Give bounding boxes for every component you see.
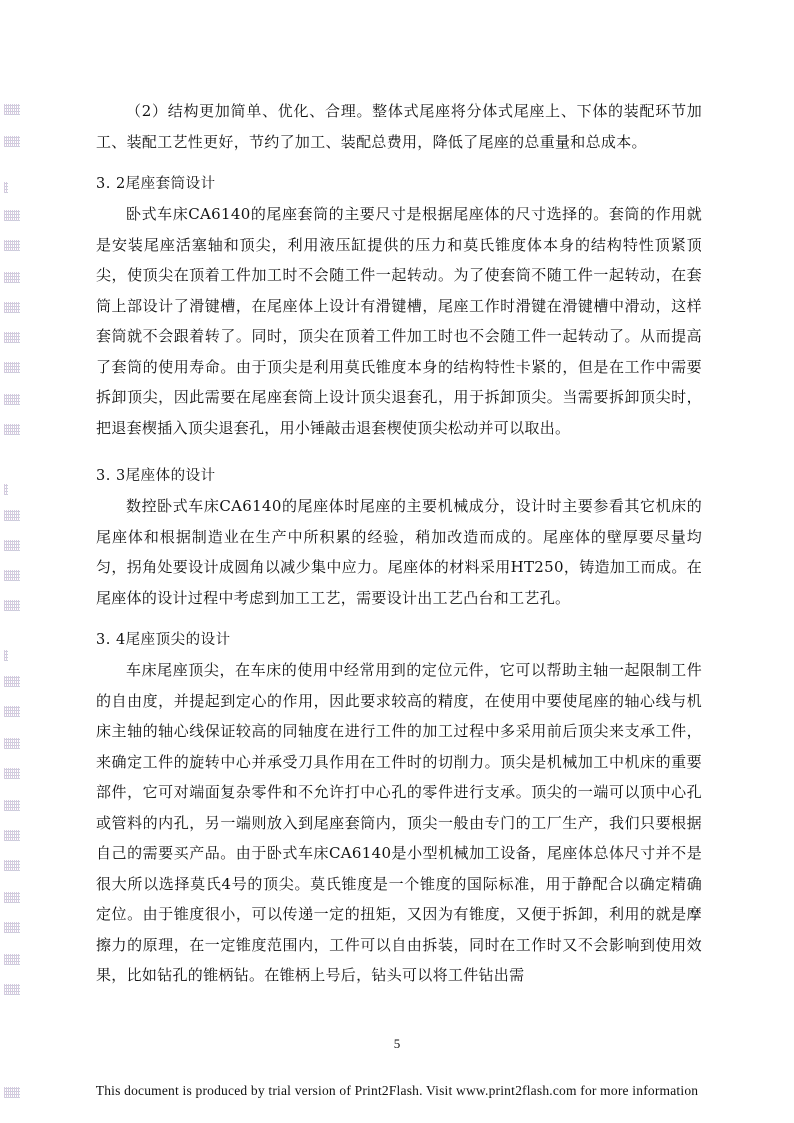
section-heading-3-3: 3. 3尾座体的设计: [96, 468, 216, 484]
margin-mark: [4, 104, 20, 115]
margin-mark: [4, 182, 8, 193]
margin-mark: [4, 830, 20, 841]
margin-mark: [4, 600, 20, 611]
margin-mark: [4, 136, 20, 147]
margin-mark: [4, 332, 20, 343]
margin-mark: [4, 302, 20, 313]
margin-mark: [4, 706, 20, 717]
margin-mark: [4, 362, 20, 373]
margin-mark: [4, 650, 8, 661]
margin-mark: [4, 540, 20, 551]
margin-mark: [4, 394, 20, 405]
paragraph-sleeve-design: 卧式车床CA6140的尾座套筒的主要尺寸是根据尾座体的尺寸选择的。套筒的作用就是安装尾座活塞轴和顶尖，利用液压缸提供的压力和莫氏锥度体本身的结构特性顶紧顶尖，使顶尖在顶着工件加工时不会随工件一起转动。为了使套筒不随工件一起转动，在套筒上部设计了滑键槽，在尾座体上设计有滑键槽，尾座工作时滑键在滑键槽中滑动，这样套筒就不会跟着转了。同时，顶尖在顶着工件加工时也不会随工件一起转动了。从而提高了套筒的使用寿命。由于顶尖是利用莫氏锥度本身的结构特性卡紧的，但是在工作中需要拆卸顶尖，因此需要在尾座套筒上设计顶尖退套孔，用于拆卸顶尖。当需要拆卸顶尖时，把退套楔插入顶尖退套孔，用小锤敲击退套楔使顶尖松动并可以取出。: [96, 205, 702, 437]
margin-mark: [4, 676, 20, 687]
margin-mark: [4, 860, 20, 871]
margin-mark: [4, 240, 20, 251]
paragraph-tailstock-body: 数控卧式车床CA6140的尾座体时尾座的主要机械成分，设计时主要参看其它机床的尾座体和根据制造业在生产中所积累的经验，稍加改造而成的。尾座体的壁厚要尽量均匀，拐角处要设计成圆角以减少集中应力。尾座体的材料采用HT250，铸造加工而成。在尾座体的设计过程中考虑到加工工艺，需要设计出工艺凸台和工艺孔。: [96, 497, 702, 607]
margin-mark: [4, 210, 20, 221]
margin-mark: [4, 738, 20, 749]
margin-mark: [4, 922, 20, 933]
section-heading-3-4: 3. 4尾座顶尖的设计: [96, 632, 231, 648]
margin-mark: [4, 768, 20, 779]
page-number: 5: [393, 1036, 401, 1051]
document-body: [96, 96, 702, 991]
paragraph-tailstock-center: 车床尾座顶尖，在车床的使用中经常用到的定位元件，它可以帮助主轴一起限制工件的自由度，并提起到定心的作用，因此要求较高的精度，在使用中要使尾座的轴心线与机床主轴的轴心线保证较高的同轴度在进行工件的加工过程中多采用前后顶尖来支承工件，来确定工件的旋转中心并承受刀具作用在工件时的切削力。顶尖是机械加工中机床的重要部件，它可对端面复杂零件和不允许打中心孔的零件进行支承。顶尖的一端可以顶中心孔或管料的内孔，另一端则放入到尾座套筒内，顶尖一般由专门的工厂生产，我们只要根据自己的需要买产品。由于卧式车床CA6140是小型机械加工设备，尾座体总体尺寸并不是很大所以选择莫氏4号的顶尖。莫氏锥度是一个锥度的国际标准，用于静配合以确定精确定位。由于锥度很小，可以传递一定的扭矩，又因为有锥度，又便于拆卸，利用的就是摩擦力的原理，在一定锥度范围内，工件可以自由拆装，同时在工作时又不会影响到使用效果，比如钻孔的锥柄钻。在锥柄上号后，钻头可以将工件钻出需: [96, 661, 702, 984]
margin-mark: [4, 272, 20, 283]
section-heading-3-2: 3. 2尾座套筒设计: [96, 176, 216, 192]
margin-mark: [4, 570, 20, 581]
margin-mark: [4, 484, 8, 495]
margin-mark: [4, 510, 20, 521]
margin-mark: [4, 424, 20, 435]
margin-mark: [4, 800, 20, 811]
margin-mark: [4, 984, 20, 995]
margin-mark: [4, 892, 20, 903]
trial-watermark-footer: This document is produced by trial version of Print2Flash. Visit www.print2flash.com for more information: [95, 1083, 699, 1098]
margin-scan-marks: [4, 0, 22, 1123]
margin-mark: [4, 954, 20, 965]
paragraph-structure-simplified: （2）结构更加简单、优化、合理。整体式尾座将分体式尾座上、下体的装配环节加工、装配工艺性更好，节约了加工、装配总费用，降低了尾座的总重量和总成本。: [96, 102, 702, 151]
